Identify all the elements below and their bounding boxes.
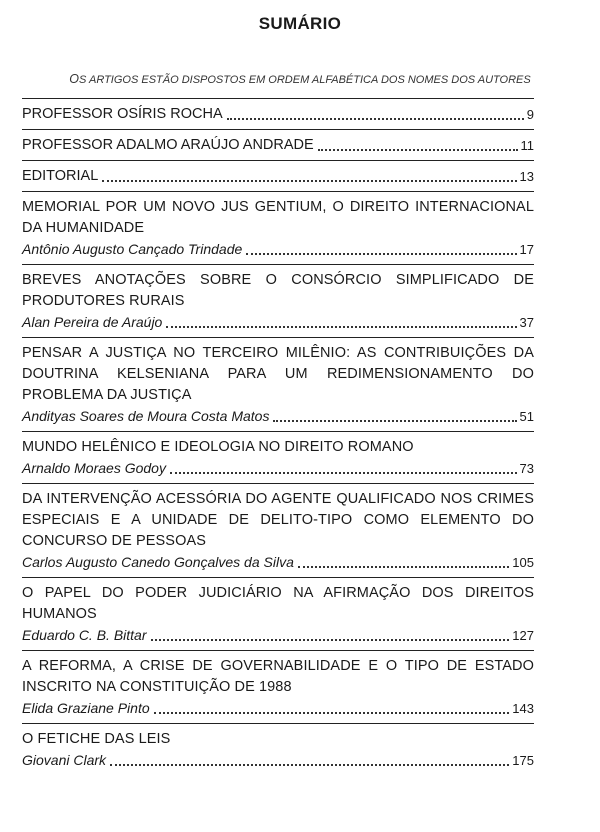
toc-leader-line [22,166,534,187]
toc-entry [22,577,534,650]
ordering-note-part: O [69,72,80,86]
toc-leader-line [22,239,534,260]
toc-entry-title: O PAPEL DO PODER JUDICIÁRIO NA AFIRMAÇÃO DOS DIREITOS HUMANOS [22,585,534,622]
toc-leader-line [22,625,534,646]
toc-entry-title: O FETICHE DAS LEIS [22,731,171,747]
dot-leader [154,712,510,714]
dot-leader [166,326,516,328]
toc-entry-title: EDITORIAL [22,168,99,184]
toc-entry-title: A REFORMA, A CRISE DE GOVERNABILIDADE E O TIPO DE ESTADO INSCRITO NA CONSTITUIÇÃO DE 1988 [22,658,534,695]
toc-leader-line [22,458,534,479]
toc-leader-line [22,552,534,573]
dot-leader [318,149,518,151]
toc-entry-title: MEMORIAL POR UM NOVO JUS GENTIUM, O DIREITO INTERNACIONAL DA HUMANIDADE [22,199,534,236]
toc-page-number: 105 [512,555,534,570]
toc-page-number: 37 [519,315,534,330]
toc-page-number: 143 [512,701,534,716]
dot-leader [246,253,516,255]
toc-entry-title: BREVES ANOTAÇÕES SOBRE O CONSÓRCIO SIMPLIFICADO DE PRODUTORES RURAIS [22,272,534,309]
dot-leader [110,764,509,766]
dot-leader [273,420,516,422]
toc-entry-title: MUNDO HELÊNICO E IDEOLOGIA NO DIREITO ROMANO [22,439,414,455]
toc-leader-line [22,406,534,427]
toc-entry [22,483,534,577]
toc-entry-title: PENSAR A JUSTIÇA NO TERCEIRO MILÊNIO: AS CONTRIBUIÇÕES DA DOUTRINA KELSENIANA PARA UM REDIMENSIONAMENTO DO PROBLEMA DA JUSTIÇA [22,345,534,403]
toc-entry [22,191,534,264]
toc-page-number: 13 [519,169,534,184]
toc-entry-author: Eduardo C. B. Bittar [22,627,147,643]
toc-entry-author: Alan Pereira de Araújo [22,314,163,330]
toc-entry-author: Carlos Augusto Canedo Gonçalves da Silva [22,554,294,570]
table-of-contents [22,98,534,775]
toc-page-number: 127 [512,628,534,643]
toc-leader-line [22,750,534,771]
toc-entry-title: PROFESSOR ADALMO ARAÚJO ANDRADE [22,137,314,153]
toc-entry [22,650,534,723]
toc-leader-line [22,104,534,125]
toc-entry [22,264,534,337]
toc-leader-line [22,135,534,156]
ordering-note-part: S ARTIGOS ESTÃO DISPOSTOS EM ORDEM ALFABÉTICA DOS NOMES DOS AUTORES [79,74,531,86]
toc-page-number: 9 [526,107,534,122]
toc-leader-line [22,698,534,719]
toc-entry-title: PROFESSOR OSÍRIS ROCHA [22,106,223,122]
toc-entry-author: Elida Graziane Pinto [22,700,150,716]
toc-entry [22,160,534,191]
toc-entry [22,723,534,775]
toc-page-number: 73 [519,461,534,476]
toc-entry-title: DA INTERVENÇÃO ACESSÓRIA DO AGENTE QUALIFICADO NOS CRIMES ESPECIAIS E A UNIDADE DE DELITO-TIPO COMO ELEMENTO DO CONCURSO DE PESSOAS [22,491,534,549]
ordering-note [0,72,600,86]
toc-page-number: 51 [519,409,534,424]
toc-entry-author: Antônio Augusto Cançado Trindade [22,241,243,257]
toc-entry-author: Arnaldo Moraes Godoy [22,460,166,476]
toc-page-number: 175 [512,753,534,768]
toc-entry-author: Giovani Clark [22,752,107,768]
toc-leader-line [22,312,534,333]
dot-leader [227,118,524,120]
toc-entry [22,98,534,129]
toc-entry [22,129,534,160]
page-title: SUMÁRIO [258,14,342,33]
dot-leader [298,566,509,568]
toc-page-number: 17 [519,242,534,257]
dot-leader [170,472,517,474]
toc-entry [22,337,534,431]
toc-page-number: 11 [520,138,534,153]
toc-entry-author: Andityas Soares de Moura Costa Matos [22,408,270,424]
dot-leader [151,639,510,641]
dot-leader [102,180,516,182]
toc-entry [22,431,534,483]
